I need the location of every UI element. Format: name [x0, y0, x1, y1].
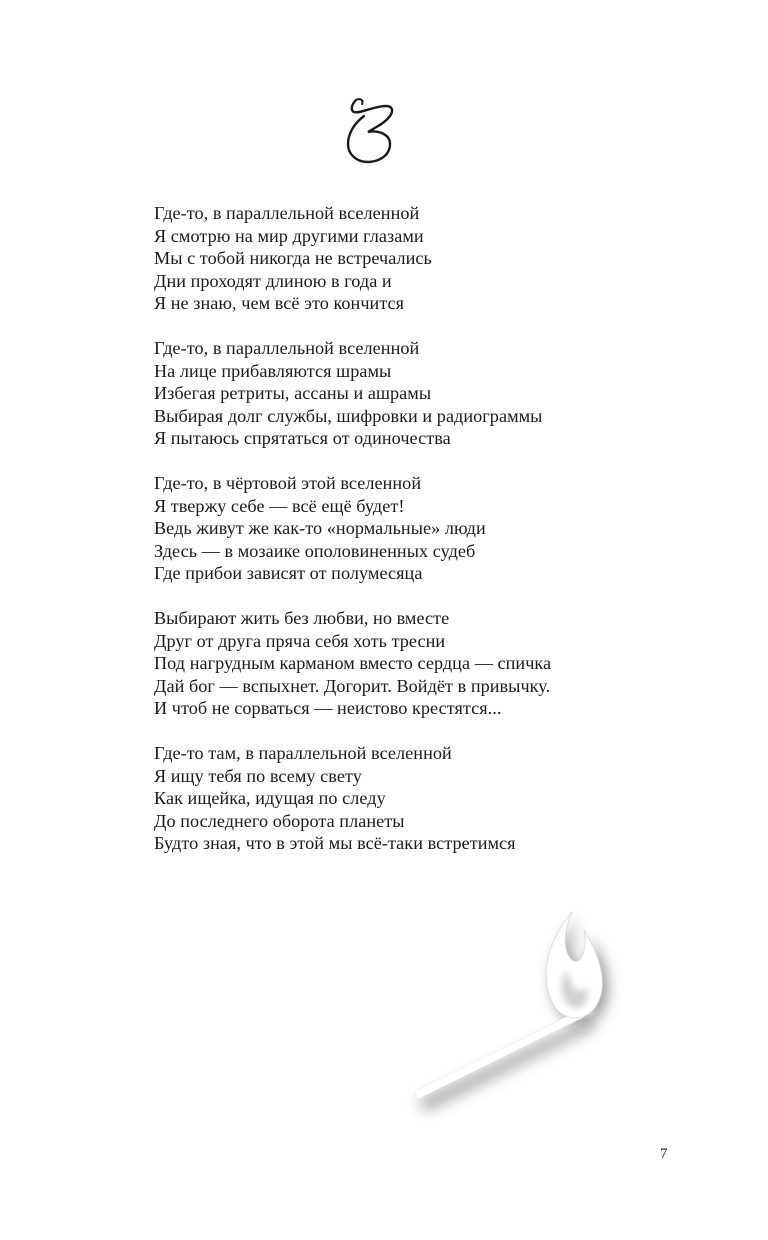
poem-line: Выбирают жить без любви, но вместе — [154, 608, 450, 628]
poem-line: Где-то, в параллельной вселенной — [154, 338, 420, 358]
poem-line: Где-то, в чёртовой этой вселенной — [154, 473, 422, 493]
poem — [154, 202, 674, 877]
poem-line: Будто зная, что в этой мы всё-таки встретимся — [154, 833, 516, 853]
stanza-4 — [154, 607, 674, 720]
stanza-5 — [154, 742, 674, 855]
poem-line: Я смотрю на мир другими глазами — [154, 225, 424, 246]
poem-line: Я ищу тебя по всему свету — [154, 765, 362, 786]
calligraphic-letter-z-ornament-icon — [334, 92, 404, 166]
poem-line: Избегая ретриты, ассаны и ашрамы — [154, 383, 432, 403]
stanza-3 — [154, 472, 674, 585]
poem-line: Дай бог — вспыхнет. Догорит. Войдёт в привычку. — [154, 675, 551, 696]
poem-line: Выбирая долг службы, шифровки и радиограммы — [154, 405, 543, 426]
poem-line: Дни проходят длиною в года и — [154, 270, 392, 291]
poem-line: Где прибои зависят от полумесяца — [154, 563, 423, 583]
page-number: 7 — [660, 1146, 668, 1162]
poem-line: На лице прибавляются шрамы — [154, 360, 392, 381]
poem-line: Ведь живут же как-то «нормальные» люди — [154, 518, 486, 538]
poem-line: Под нагрудным карманом вместо сердца — спичка — [154, 653, 552, 673]
poem-line: Я пытаюсь спрятаться от одиночества — [154, 428, 451, 448]
poem-line: Друг от друга пряча себя хоть тресни — [154, 630, 446, 651]
poem-line: Как ищейка, идущая по следу — [154, 788, 386, 808]
poem-line: Где-то там, в параллельной вселенной — [154, 743, 452, 763]
stanza-2 — [154, 337, 674, 450]
poem-line: Здесь — в мозаике ополовиненных судеб — [154, 540, 476, 561]
poem-line: Я не знаю, чем всё это кончится — [154, 293, 405, 313]
poem-line: Мы с тобой никогда не встречались — [154, 248, 432, 268]
stanza-1 — [154, 202, 674, 315]
poem-line: Где-то, в параллельной вселенной — [154, 203, 420, 223]
poem-line: И чтоб не сорваться — неистово крестятся... — [154, 698, 502, 718]
burning-match-icon — [400, 900, 650, 1130]
poem-line: До последнего оборота планеты — [154, 810, 405, 831]
poem-line: Я твержу себе — всё ещё будет! — [154, 495, 405, 516]
